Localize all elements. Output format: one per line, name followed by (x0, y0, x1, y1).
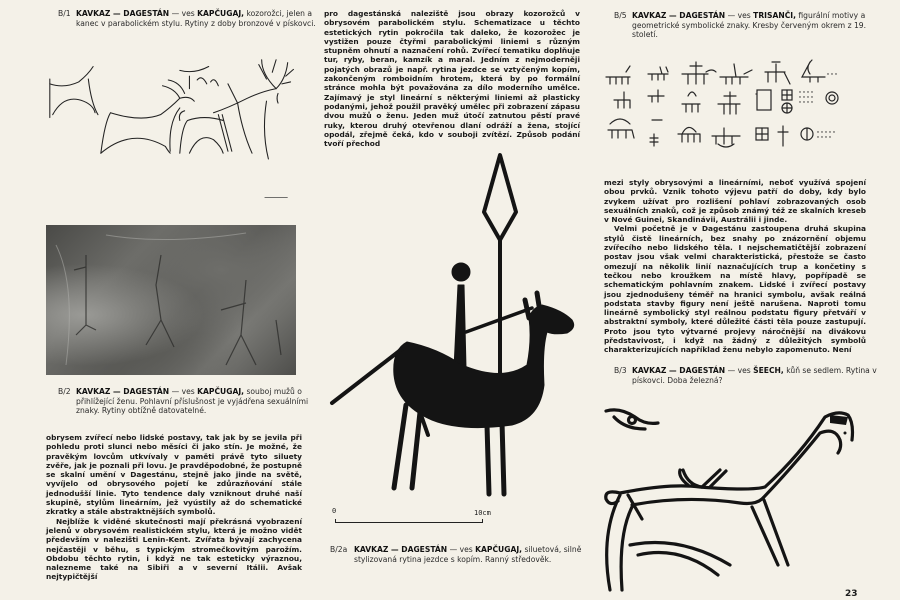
caption-b2a: B/2a KAVKAZ — DAGESTÁN — ves KAPČUGAJ, siluetová, silně stylizovaná rytina jezdce s kopím. Ranný středověk. (330, 545, 582, 564)
page-number: 23 (845, 589, 858, 599)
caption-number: B/3 (614, 366, 627, 375)
horse-rider-with-spear-icon (322, 150, 592, 500)
caption-number: B/1 (58, 9, 71, 18)
caption-site: KAPČUGAJ, (197, 387, 245, 396)
caption-site: TRISANČI, (753, 11, 796, 20)
figure-b2a (322, 150, 592, 500)
caption-site: KAPČUGAJ, (197, 9, 245, 18)
paragraph: Velmi početně je v Dagestánu zastoupena druhá skupina stylů čistě lineárních, bez snahy po znázornění objemu zvířecího nebo lidského těla. I nejschematičtější zobrazení postav jsou však velmi charakteristická, přestože se často omezují na několik linií naznačujících trup a končetiny s tečkou nebo kroužkem na místě hlavy, popřípadě se schematickým pohlavním znakem. Lidské i zvířecí postavy jsou zjednodušeny téměř na hranici symbolu, avšak reálná podstata stavby figury není ještě narušena. Naproti tomu lineárně symbolický styl reálnou podstatu figury přetváří v abstraktní symboly, které důležité části těla pouze zastupují. Proto jsou tyto výtvarné projevy náročnější na divákovu představivost, i když na žádný z důležitých symbolů charakterizujících například ženu nebylo zapomenuto. Není (604, 224, 866, 355)
caption-region: KAVKAZ — DAGESTÁN (76, 9, 170, 18)
caption-b3: B/3 KAVKAZ — DAGESTÁN — ves ŠEECH, kůň se sedlem. Rytina v pískovci. Doba železná? (614, 366, 877, 385)
caption-region: KAVKAZ — DAGESTÁN (632, 366, 726, 375)
caption-b2: B/2 KAVKAZ — DAGESTÁN — ves KAPČUGAJ, souboj mužů o přihlížející ženu. Pohlavní příslušnost je vyjádřena sexuálními znaky. Rytiny obtížně datovatelné. (58, 387, 309, 416)
caption-number: B/5 (614, 11, 627, 20)
figure-b2-photo (46, 225, 296, 375)
ibex-deer-boar-line-drawing-icon (45, 52, 305, 212)
petroglyph-symbols-grid-icon (600, 52, 840, 150)
scale-line (335, 519, 483, 523)
caption-text: kůň se sedlem. Rytina v pískovci. Doba železná? (632, 366, 877, 385)
caption-site: ŠEECH, (753, 366, 784, 375)
caption-text: souboj mužů o přihlížející ženu. Pohlavní příslušnost je vyjádřena sexuálními znaky. Rytiny obtížně datovatelné. (76, 387, 309, 416)
paragraph: Nejblíže k viděné skutečnosti mají překrásná vyobrazení jelenů v obrysovém realistickém stylu, která je možno vidět především v nalezišti Lenin-Kent. Zvířata bývají zachycena nejčastěji v běhu, s typickým stromečkovitým parožím. Obdobu těchto rytin, i když ne tak esteticky výraznou, nalezneme také na Sibiři a v severní Itálii. Avšak nejtypičtější (46, 516, 302, 582)
figure-b1 (45, 52, 305, 212)
caption-b5: B/5 KAVKAZ — DAGESTÁN — ves TRISANČI, figurální motivy a geometrické symbolické znaky. Kresby červeným okrem z 19. století. (614, 11, 867, 40)
caption-region: KAVKAZ — DAGESTÁN (76, 387, 170, 396)
caption-region: KAVKAZ — DAGESTÁN (354, 545, 448, 554)
figure-b5 (600, 52, 840, 150)
column-left-text (46, 433, 302, 582)
caption-site: KAPČUGAJ, (475, 545, 523, 554)
caption-text: siluetová, silně stylizovaná rytina jezdce s kopím. Ranný středověk. (354, 545, 582, 564)
caption-b1: B/1 KAVKAZ — DAGESTÁN — ves KAPČUGAJ, kozorožci, jelen a kanec v parabolickém stylu. Rytiny z doby bronzové v pískovci. (58, 9, 316, 28)
horse-with-saddle-line-drawing-icon (590, 395, 870, 595)
scale-end-label: 10cm (474, 509, 491, 517)
figure-b3 (590, 395, 870, 595)
paragraph: mezi styly obrysovými a lineárními, neboť využívá spojení obou prvků. Vznik tohoto výjevu patří do doby, kdy bylo zvykem užívat pro rozlišení pohlaví zobrazovaných osob sexuálních znaků, což je způsob známý též ze skalních kreseb v Nové Guinei, Skandinávii, Austrálii i jinde. (604, 178, 866, 225)
caption-text: figurální motivy a geometrické symbolické znaky. Kresby červeným okrem z 19. století. (632, 11, 867, 40)
caption-number: B/2 (58, 387, 71, 396)
paragraph: pro dagestánská naleziště jsou obrazy kozorožců v obrysovém parabolickém stylu. Schematizace u těchto estetických rytin pokročila tak daleko, že kozorožec je vystižen pouze čtyřmi parabolickými liniemi s různým stupněm ohnutí a naznačení rohů. Zvířecí tematiku doplňuje tur, ryby, beran, kamzík a maral. Jedním z nejmoderněji pojatých obrazů je např. rytina jezdce se vztyčeným kopím, zakončeným romboidním hrotem, která by po formální stránce mohla být považována za dílo moderního umělce. Zajímavý je styl lineární s některými liniemi až plasticky podanými, jehož použil pravěký umělec při zobrazení zápasu dvou mužů o ženu. Jeden muž útočí zatnutou pěstí pravé ruky, kterou druhý otevřenou dlaní odráží a žena, stojící opodál, zřejmě čeká, kdo v souboji zvítězí. Způsob podání tvoří přechod (324, 9, 580, 149)
column-middle-text (324, 9, 580, 148)
engraved-rock-photo-icon (46, 225, 296, 375)
scale-bar (330, 507, 500, 529)
caption-number: B/2a (330, 545, 348, 554)
caption-text: kozorožci, jelen a kanec v parabolickém stylu. Rytiny z doby bronzové v pískovci. (76, 9, 316, 28)
caption-region: KAVKAZ — DAGESTÁN (632, 11, 726, 20)
column-right-text (604, 178, 866, 355)
paragraph: obrysem zvířecí nebo lidské postavy, tak jak by se jevila při pohledu proti slunci nebo měsíci či jako stín. Je možné, že pravěkým lovcům utkvívaly v paměti právě tyto siluety zvěře, jak je poznali při lovu. Je pravděpodobné, že postupně se skalní umění v Dagestánu, stejně jako jinde na světě, vyvíjelo od obrysového pojetí ke zdůrazňování stále jednodušší linie. Tyto tendence daly vzniknout druhé naší skupině, stylům lineárním, jež vyústily až do schematické zkratky a stále abstraktnějších symbolů. (46, 433, 302, 517)
scale-start-label: 0 (332, 507, 337, 515)
